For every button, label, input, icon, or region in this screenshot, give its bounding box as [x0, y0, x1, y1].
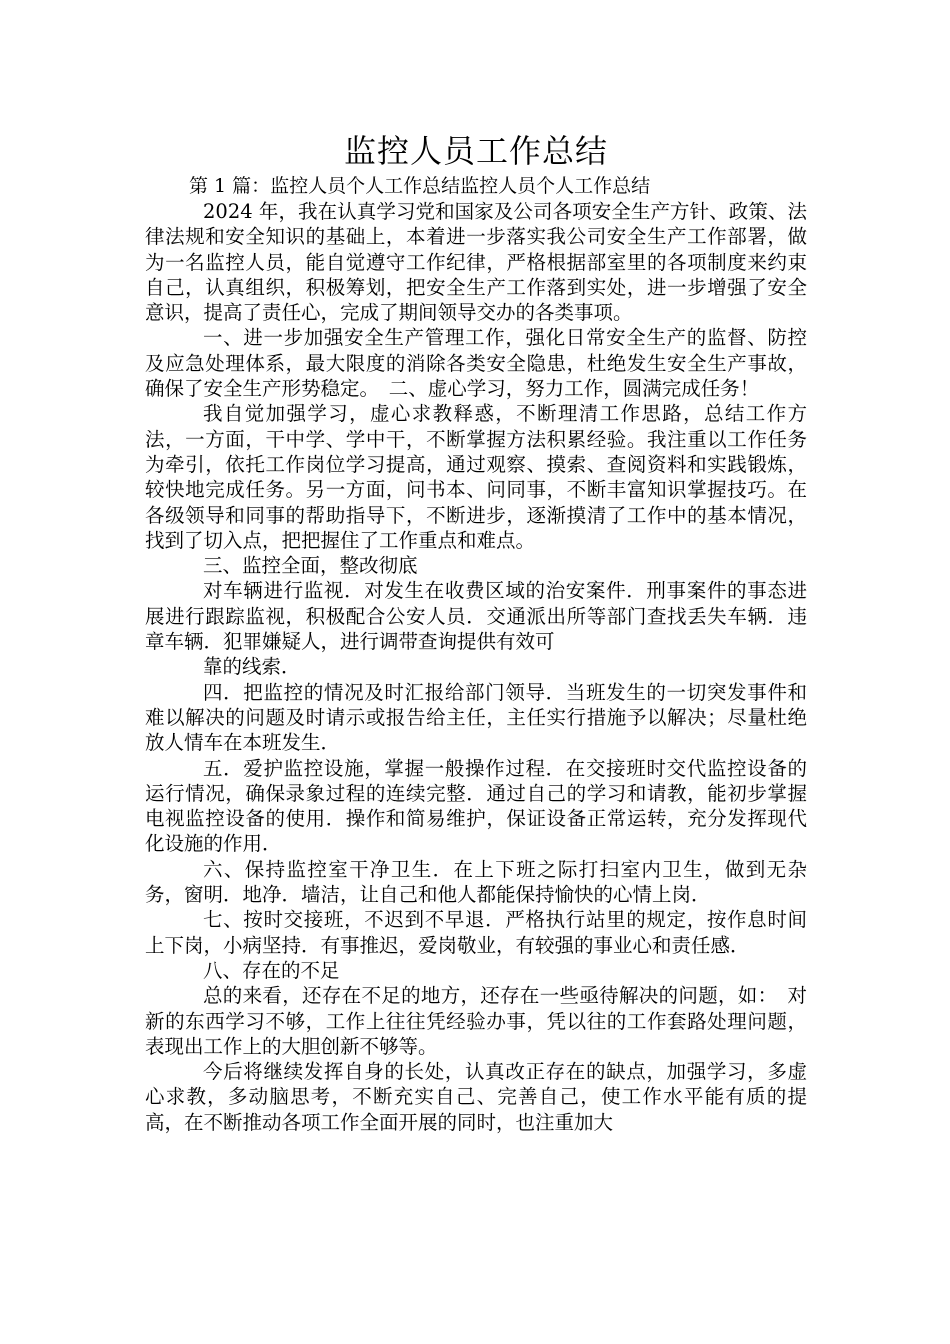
paragraph-section-6: 六、保持监控室干净卫生．在上下班之际打扫室内卫生，做到无杂务，窗明．地净．墙洁，让自己和他人都能保持愉快的心情上岗． [145, 857, 807, 907]
paragraph-section-1: 一、进一步加强安全生产管理工作，强化日常安全生产的监督、防控及应急处理体系，最大限度的消除各类安全隐患，杜绝发生安全生产事故，确保了安全生产形势稳定。 二、虚心学习，努力工作，圆满完成任务！ [145, 326, 807, 401]
paragraph-section-7: 七、按时交接班，不迟到不早退．严格执行站里的规定，按作息时间上下岗，小病坚持．有事推迟，爱岗敬业，有较强的事业心和责任感． [145, 908, 807, 957]
heading-section-3: 三、监控全面，整改彻底 [203, 554, 418, 578]
paragraph-section-4: 四．把监控的情况及时汇报给部门领导．当班发生的一切突发事件和难以解决的问题及时请示或报告给主任，主任实行措施予以解决；尽量杜绝放人情车在本班发生． [145, 680, 807, 755]
paragraph-future: 今后将继续发挥自身的长处，认真改正存在的缺点，加强学习，多虚心求教，多动脑思考，不断充实自己、完善自己，使工作水平能有质的提高，在不断推动各项工作全面开展的同时，也注重加大 [145, 1060, 807, 1134]
paragraph-shortcomings: 总的来看，还存在不足的地方，还存在一些亟待解决的问题，如： 对新的东西学习不够，工作上往往凭经验办事，凭以往的工作套路处理问题，表现出工作上的大胆创新不够等。 [145, 984, 807, 1058]
paragraph-intro: 2024 年，我在认真学习党和国家及公司各项安全生产方针、政策、法律法规和安全知识的基础上，本着进一步落实我公司安全生产工作部署，做为一名监控人员，能自觉遵守工作纪律，严格根据部室里的各项制度来约束自己，认真组织，积极筹划，把安全生产工作落到实处，进一步增强了安全意识，提高了责任心，完成了期间领导交办的各类事项。 [145, 200, 807, 325]
paragraph-vehicle-monitoring: 对车辆进行监视．对发生在收费区域的治安案件．刑事案件的事态进展进行跟踪监视，积极配合公安人员．交通派出所等部门查找丢失车辆．违章车辆．犯罪嫌疑人，进行调带查询提供有效可 [145, 579, 807, 654]
paragraph-clues: 靠的线索． [203, 655, 301, 679]
paragraph-section-5: 五．爱护监控设施，掌握一般操作过程．在交接班时交代监控设备的运行情况，确保录象过程的连续完整．通过自己的学习和请教，能初步掌握电视监控设备的使用．操作和简易维护，保证设备正常运转，充分发挥现代化设施的作用． [145, 756, 807, 856]
heading-section-8: 八、存在的不足 [203, 958, 340, 982]
page-title: 监控人员工作总结 [343, 132, 608, 170]
paragraph-study: 我自觉加强学习，虚心求教释惑，不断理清工作思路，总结工作方法，一方面，干中学、学中干，不断掌握方法积累经验。我注重以工作任务为牵引，依托工作岗位学习提高，通过观察、摸索、查阅资料和实践锻炼，较快地完成任务。另一方面，问书本、问同事，不断丰富知识掌握技巧。在各级领导和同事的帮助指导下，不断进步，逐渐摸清了工作中的基本情况，找到了切入点，把把握住了工作重点和难点。 [145, 402, 807, 552]
article-subtitle: 第 1 篇：监控人员个人工作总结监控人员个人工作总结 [189, 175, 651, 197]
document-page [145, 128, 807, 1135]
